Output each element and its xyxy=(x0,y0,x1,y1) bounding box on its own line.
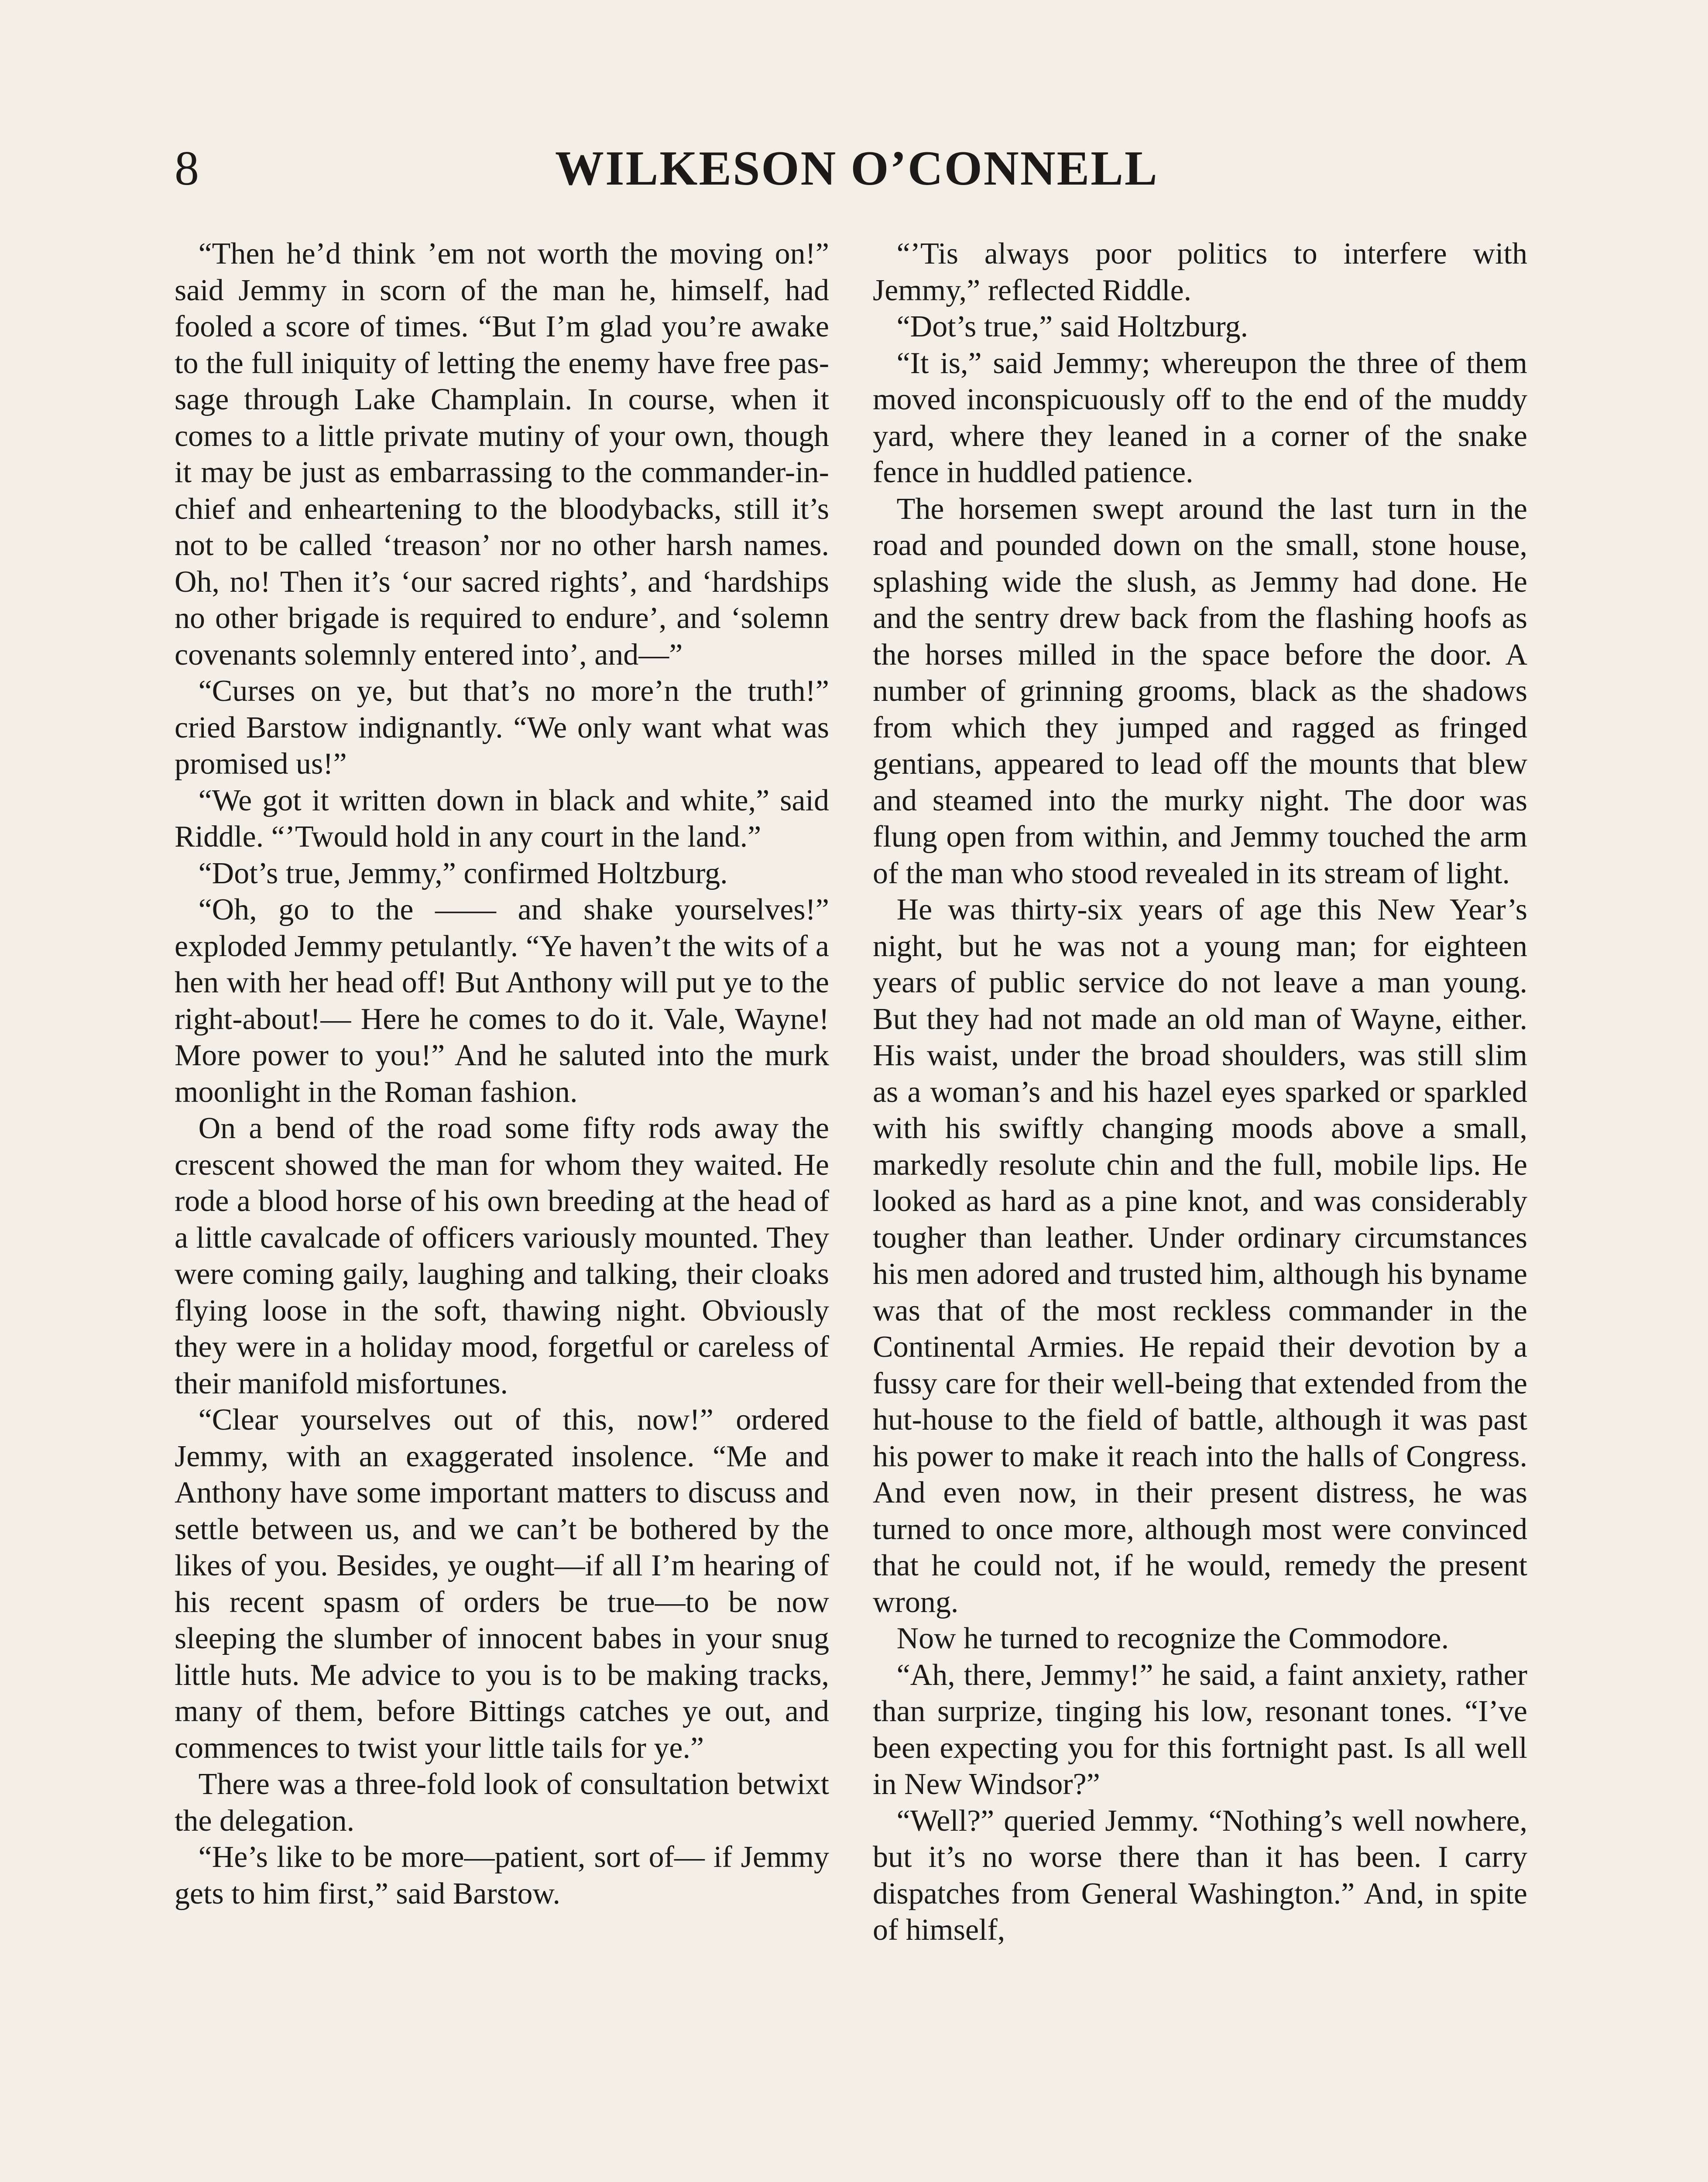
paragraph: “Dot’s true,” said Holtzburg. xyxy=(896,310,1248,343)
paragraph: “Well?” queried Jemmy. “Nothing’s well nowhere, but it’s no worse there than it has been. I carry dispatches from General Washington.” And, in spite of himself, xyxy=(873,1804,1527,1947)
paragraph: “Dot’s true, Jemmy,” confirmed Holtzburg. xyxy=(198,856,728,890)
paragraph: The horsemen swept around the last turn in the road and pounded down on the small, stone house, splashing wide the slush, as Jemmy had done. He and the sentry drew back from the flashing hoofs as the horses milled in the space before the door. A number of grinning grooms, black as the shadows from which they jumped and ragged as fringed gentians, appeared to lead off the mounts that blew and steamed into the murky night. The door was flung open from within, and Jemmy touched the arm of the man who stood revealed in its stream of light. xyxy=(873,492,1527,890)
paragraph: He was thirty-six years of age this New Year’s night, but he was not a young man; for eighteen years of public service do not leave a man young. But they had not made an old man of Wayne, either. His waist, under the broad shoulders, was still slim as a woman’s and his hazel eyes sparked or sparkled with his swiftly changing moods above a small, markedly resolute chin and the full, mobile lips. He looked as hard as a pine knot, and was considerably tougher than leather. Under ordinary circumstances his men adored and trusted him, although his byname was that of the most reckless commander in the Continental Armies. He repaid their devotion by a fussy care for their well-being that extended from the hut-house to the field of battle, although it was past his power to make it reach into the halls of Congress. And even now, in their present distress, he was turned to once more, although most were convinced that he could not, if he would, remedy the present wrong. xyxy=(873,893,1527,1619)
paragraph: Now he turned to recognize the Commodore. xyxy=(896,1622,1449,1655)
paragraph: “Curses on ye, but that’s no more’n the truth!” cried Barstow indignantly. “We only want what was promised us!” xyxy=(175,674,829,781)
paragraph: “He’s like to be more—patient, sort of— if Jemmy gets to him first,” said Barstow. xyxy=(175,1840,829,1911)
paragraph: “Oh, go to the —— and shake yourselves!” exploded Jemmy petulantly. “Ye haven’t the wits of a hen with her head off! But Anthony will put ye to the right-about!— Here he comes to do it. Vale, Wayne! More power to you!” And he saluted into the murk moonlight in the Roman fashion. xyxy=(175,893,829,1109)
paragraph: “Then he’d think ’em not worth the moving on!” said Jemmy in scorn of the man he, himself, had fooled a score of times. “But I’m glad you’re awake to the full iniquity of letting the enemy have free passage through Lake Champlain. In course, when it comes to a little private mutiny of your own, though it may be just as embarrassing to the commander-in-chief and enheartening to the bloodybacks, still it’s not to be called ‘treason’ nor no other harsh names. Oh, no! Then it’s ‘our sacred rights’, and ‘hardships no other brigade is required to endure’, and ‘solemn covenants solemnly entered into’, and—” xyxy=(175,237,829,672)
paragraph: “Clear yourselves out of this, now!” ordered Jemmy, with an exaggerated insolence. “Me and Anthony have some important matters to discuss and settle between us, and we can’t be bothered by the likes of you. Besides, ye ought—if all I’m hearing of his recent spasm of orders be true—to be now sleeping the slumber of innocent babes in your snug little huts. Me advice to you is to be making tracks, many of them, before Bittings catches ye out, and commences to twist your little tails for ye.” xyxy=(175,1403,829,1765)
paragraph: “It is,” said Jemmy; whereupon the three of them moved inconspicuously off to the end of the muddy yard, where they leaned in a corner of the snake fence in huddled patience. xyxy=(873,346,1527,489)
left-column xyxy=(175,236,829,1912)
paragraph: “We got it written down in black and white,” said Riddle. “’Twould hold in any court in the land.” xyxy=(175,783,829,854)
paragraph: There was a three-fold look of consultation betwixt the delegation. xyxy=(175,1767,829,1838)
page-number: 8 xyxy=(175,141,199,196)
running-head: WILKESON O’CONNELL xyxy=(555,141,1159,196)
paragraph: “Ah, there, Jemmy!” he said, a faint anxiety, rather than surprize, tinging his low, resonant tones. “I’ve been expecting you for this fortnight past. Is all well in New Windsor?” xyxy=(873,1658,1527,1801)
paragraph: On a bend of the road some fifty rods away the crescent showed the man for whom they waited. He rode a blood horse of his own breeding at the head of a little cavalcade of officers variously mounted. They were coming gaily, laughing and talking, their cloaks flying loose in the soft, thawing night. Obviously they were in a holiday mood, forgetful or careless of their manifold misfortunes. xyxy=(175,1112,829,1400)
paragraph: “’Tis always poor politics to interfere with Jemmy,” reflected Riddle. xyxy=(873,237,1527,307)
right-column xyxy=(873,236,1527,1949)
